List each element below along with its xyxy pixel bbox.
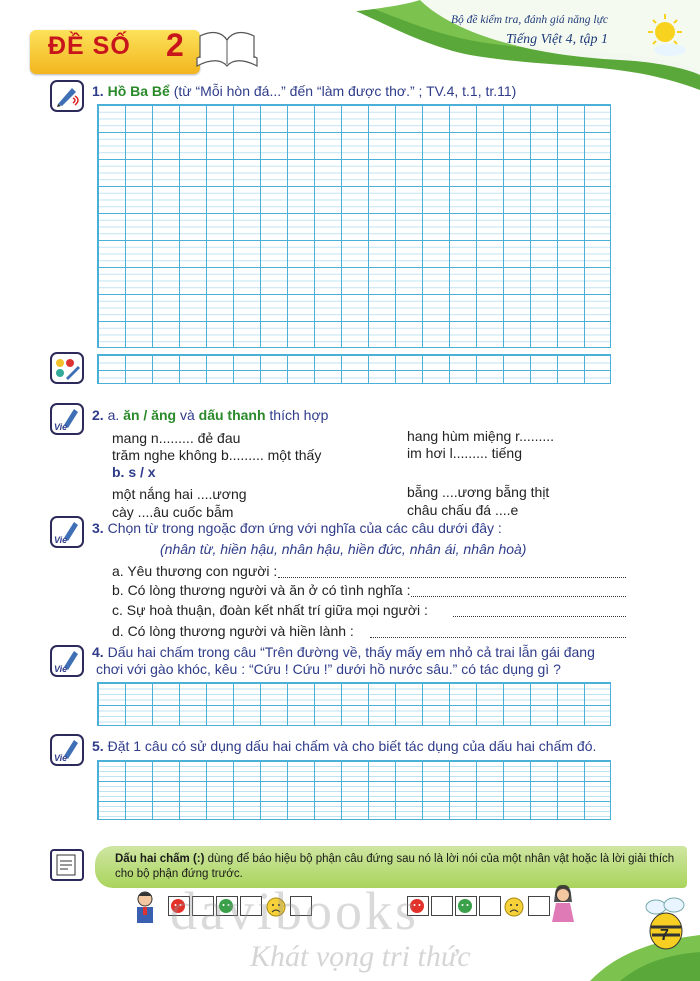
q2-heading: [92, 407, 328, 423]
q2-a-label: ăn / ăng: [123, 407, 177, 423]
page-title: ĐỀ SỐ: [48, 32, 131, 60]
q3-number: 3.: [92, 520, 104, 536]
q4-number: 4.: [92, 644, 104, 660]
q5-writing-grid[interactable]: [97, 760, 611, 820]
q4-heading-line1: [92, 644, 595, 660]
q2-b-item: châu chấu đá ....e: [407, 502, 519, 518]
spelling-practice-grid[interactable]: [97, 354, 611, 384]
q5-number: 5.: [92, 738, 104, 754]
q1-title: Hồ Ba Bể: [107, 83, 170, 99]
q2-a-item: hang hùm miệng r.........: [407, 428, 555, 444]
notebook-icon: [50, 849, 84, 881]
tip-body: dùng để báo hiệu bộ phận câu đứng sau nó là lời nói của một nhân vật hoặc là lời giải thích cho bộ phận đứng trước.: [115, 853, 675, 880]
q2-a-item: mang n......... đẻ đau: [112, 430, 241, 446]
q2-a-mid: và: [179, 407, 195, 423]
watermark-brand: davibooks: [170, 881, 419, 941]
q1-source: (từ “Mỗi hòn đá...” đến “làm được thơ.” ; TV.4, t.1, tr.11): [173, 83, 517, 99]
q4-writing-grid[interactable]: [97, 682, 611, 726]
bee-mascot-icon: [640, 895, 696, 955]
vietnamese-exercise-icon: [50, 516, 84, 548]
answer-line[interactable]: [370, 637, 626, 638]
answer-line[interactable]: [278, 577, 626, 578]
q2-a-label2: dấu thanh: [198, 407, 266, 423]
svg-text:Vie: Vie: [54, 664, 68, 673]
book-volume: Tiếng Việt 4, tập 1: [505, 32, 608, 47]
sad-face-icon: [503, 896, 525, 918]
answer-line[interactable]: [453, 616, 626, 617]
vietnamese-exercise-icon: [50, 734, 84, 766]
q2-a-item: trăm nghe không b......... một thấy: [112, 447, 322, 463]
green-face-icon: [457, 898, 473, 914]
q3-item-d: d. Có lòng thương người và hiền lành :: [112, 623, 354, 639]
q3-item-b: b. Có lòng thương người và ăn ở có tình nghĩa :: [112, 582, 411, 598]
q2-a-item: im hơi l......... tiếng: [407, 445, 522, 461]
vietnamese-exercise-icon: [50, 403, 84, 435]
svg-text:Vie: Vie: [54, 535, 68, 544]
tip-label: Dấu hai chấm (:): [115, 853, 205, 865]
book-series-title: Bộ đề kiểm tra, đánh giá năng lực: [450, 14, 608, 26]
q2-a-suffix: thích hợp: [269, 407, 329, 423]
vietnamese-exercise-icon: [50, 645, 84, 677]
q1-heading: [92, 83, 516, 99]
empty-box[interactable]: [479, 896, 501, 916]
answer-line[interactable]: [411, 596, 626, 597]
q5-heading: [92, 738, 596, 754]
q2-b-item: một nắng hai ....ương: [112, 486, 247, 502]
q2-b-item: cày ....âu cuốc bẫm: [112, 504, 234, 520]
girl-character-icon: [548, 884, 578, 924]
q5-text: Đặt 1 câu có sử dụng dấu hai chấm và cho biết tác dụng của dấu hai chấm đó.: [107, 738, 597, 754]
sun-icon: [640, 10, 690, 60]
q1-number: 1.: [92, 83, 104, 99]
svg-text:Vie: Vie: [54, 422, 68, 431]
q4-text-1: Dấu hai chấm trong câu “Trên đường về, thấy mấy em nhỏ cả trai lẫn gái đang: [107, 644, 595, 660]
q3-heading: [92, 520, 502, 536]
empty-box[interactable]: [431, 896, 453, 916]
page-number: 7: [660, 927, 669, 944]
q2-a-prefix: a.: [107, 407, 120, 423]
q4-text-2: chơi với gào khóc, kêu : “Cứu ! Cứu !” dưới hồ nước sâu.” có tác dụng gì ?: [96, 661, 561, 677]
q1-writing-grid[interactable]: [97, 104, 611, 348]
page-title-number: 2: [166, 27, 184, 63]
listen-write-icon: [50, 80, 84, 112]
tip-text: [115, 852, 685, 882]
q3-prompt: Chọn từ trong ngoặc đơn ứng với nghĩa của các câu dưới đây :: [107, 520, 502, 536]
watermark-slogan: Khát vọng tri thức: [250, 940, 471, 973]
q3-item-a: a. Yêu thương con người :: [112, 563, 278, 579]
q2-b-label: b. s / x: [112, 464, 156, 480]
q3-options: (nhân từ, hiền hậu, nhân hậu, hiền đức, nhân ái, nhân hoà): [160, 541, 527, 557]
svg-text:Vie: Vie: [54, 753, 68, 762]
q3-item-c: c. Sự hoà thuận, đoàn kết nhất trí giữa mọi người :: [112, 602, 428, 618]
q2-b-item: bẵng ....ương bẵng thịt: [407, 484, 550, 500]
open-book-icon: [192, 28, 262, 74]
spelling-icon: [50, 352, 84, 384]
q2-number: 2.: [92, 407, 104, 423]
boy-character-icon: [130, 890, 160, 926]
empty-box[interactable]: [528, 896, 550, 916]
